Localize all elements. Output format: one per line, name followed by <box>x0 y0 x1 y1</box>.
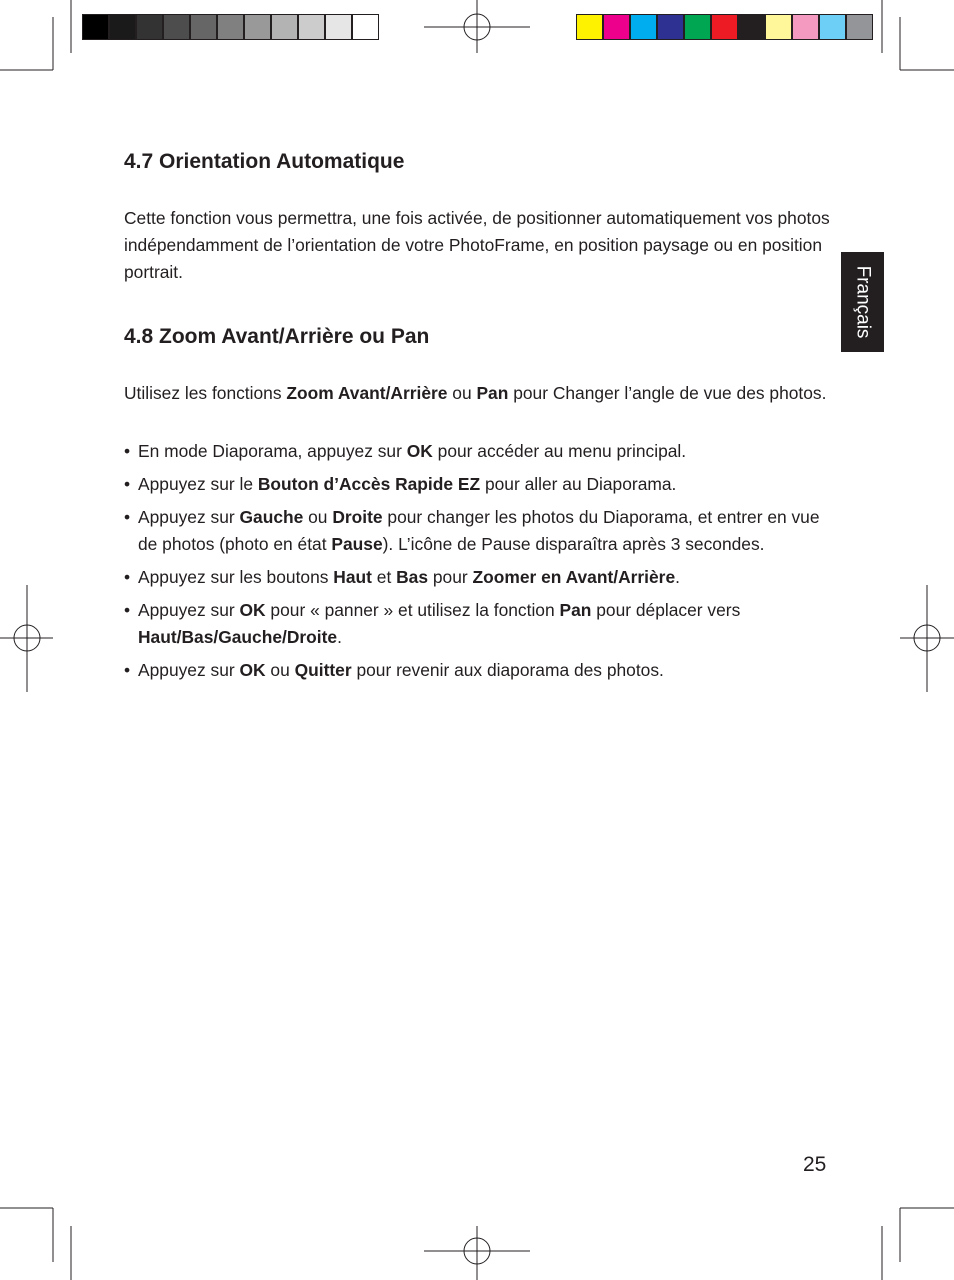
bullet-text: pour accéder au menu principal. <box>432 441 687 461</box>
section-48-heading: 4.8 Zoom Avant/Arrière ou Pan <box>124 325 430 348</box>
bullet-text: pour « panner » et utilisez la fonction <box>265 600 560 620</box>
section-47-body: Cette fonction vous permettra, une fois activée, de positionner automatiquement vos photos indépendamment de l’orientation de votre PhotoFrame, en position paysage ou en position portrait. <box>124 208 830 282</box>
bullet-bold: Bas <box>396 567 429 587</box>
bullet-bold: Droite <box>332 507 383 527</box>
bullet-text: pour déplacer vers <box>591 600 741 620</box>
bullet-bold: Haut/Bas/Gauche/Droite <box>138 627 338 647</box>
intro-text-2: ou <box>447 383 477 403</box>
color-swatch <box>711 14 738 40</box>
bullet-text: pour changer les photos du Diaporama, et entrer en vue de photos (photo en état <box>138 507 820 554</box>
bullet-text: ou <box>303 507 333 527</box>
list-item <box>124 657 834 684</box>
bullet-marker: • <box>124 507 131 527</box>
bullet-bold: OK <box>406 441 433 461</box>
bullet-text: . <box>337 627 342 647</box>
color-swatch <box>271 14 298 40</box>
bullet-text: Appuyez sur <box>138 660 240 680</box>
bullet-text: pour aller au Diaporama. <box>480 474 677 494</box>
bullet-bold: OK <box>239 660 266 680</box>
list-item <box>124 471 834 498</box>
bullet-text: ou <box>265 660 295 680</box>
color-swatch <box>630 14 657 40</box>
instruction-list <box>124 438 834 690</box>
color-swatch <box>819 14 846 40</box>
color-swatch <box>217 14 244 40</box>
color-swatch <box>765 14 792 40</box>
color-swatch <box>190 14 217 40</box>
color-swatch <box>298 14 325 40</box>
bullet-marker: • <box>124 567 131 587</box>
page-number: 25 <box>803 1153 827 1176</box>
bullet-text: Appuyez sur les boutons <box>138 567 334 587</box>
intro-bold-2: Pan <box>476 383 509 403</box>
color-swatch <box>576 14 603 40</box>
bullet-bold: Pause <box>331 534 383 554</box>
intro-text-1: Utilisez les fonctions <box>124 383 287 403</box>
bullet-bold: Gauche <box>239 507 304 527</box>
color-swatch <box>82 14 109 40</box>
list-item <box>124 597 834 651</box>
bullet-text: Appuyez sur le <box>138 474 258 494</box>
intro-text-3: pour Changer l’angle de vue des photos. <box>508 383 827 403</box>
color-swatch <box>684 14 711 40</box>
bullet-text: Appuyez sur <box>138 600 240 620</box>
bullet-marker: • <box>124 441 131 461</box>
bullet-bold: Pan <box>559 600 592 620</box>
bullet-bold: Zoomer en Avant/Arrière <box>472 567 676 587</box>
bullet-text: pour revenir aux diaporama des photos. <box>351 660 664 680</box>
list-item <box>124 438 834 465</box>
color-swatch <box>325 14 352 40</box>
color-swatch <box>657 14 684 40</box>
bullet-bold: Quitter <box>294 660 352 680</box>
color-swatch <box>792 14 819 40</box>
color-swatch <box>352 14 379 40</box>
bullet-bold: Haut <box>333 567 372 587</box>
bullet-marker: • <box>124 474 131 494</box>
bullet-text: Appuyez sur <box>138 507 240 527</box>
bullet-text: et <box>371 567 397 587</box>
language-tab <box>841 252 884 352</box>
color-swatch <box>109 14 136 40</box>
bullet-bold: OK <box>239 600 266 620</box>
list-item <box>124 564 834 591</box>
list-item <box>124 504 834 558</box>
bullet-text: En mode Diaporama, appuyez sur <box>138 441 407 461</box>
bullet-text: . <box>675 567 680 587</box>
bullet-marker: • <box>124 660 131 680</box>
bullet-text: ). L’icône de Pause disparaîtra après 3 secondes. <box>382 534 765 554</box>
color-swatch <box>846 14 873 40</box>
color-swatch <box>244 14 271 40</box>
bullet-text: pour <box>428 567 473 587</box>
intro-bold-1: Zoom Avant/Arrière <box>286 383 448 403</box>
color-swatch <box>738 14 765 40</box>
bullet-bold: Bouton d’Accès Rapide EZ <box>257 474 481 494</box>
color-swatch <box>136 14 163 40</box>
section-48-intro <box>124 380 834 407</box>
language-tab-label: Français <box>852 265 874 339</box>
color-swatch <box>163 14 190 40</box>
bullet-marker: • <box>124 600 131 620</box>
color-swatch <box>603 14 630 40</box>
section-47-heading: 4.7 Orientation Automatique <box>124 150 405 173</box>
